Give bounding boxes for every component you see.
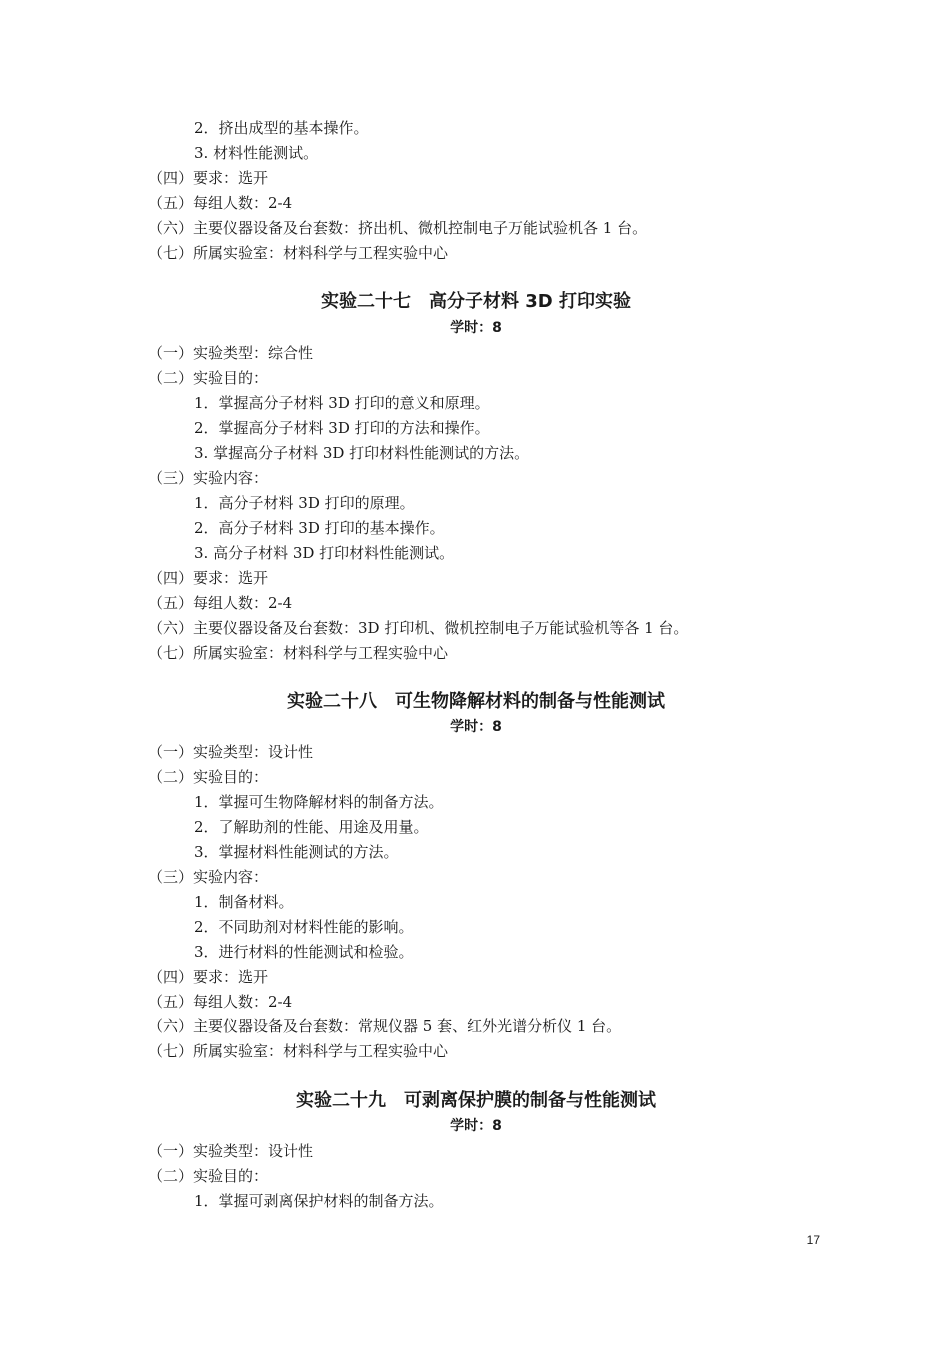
section-item-content: （三）实验内容： bbox=[148, 469, 269, 487]
section-item-lab: （七）所属实验室：材料科学与工程实验中心 bbox=[148, 644, 449, 662]
experiment-title: 实验二十九 可剥离保护膜的制备与性能测试 bbox=[296, 1090, 656, 1111]
content-item: 2．挤出成型的基本操作。 bbox=[194, 119, 369, 137]
purpose-item: 3．掌握材料性能测试的方法。 bbox=[194, 843, 399, 861]
section-item-purpose: （二）实验目的： bbox=[148, 1167, 269, 1185]
experiment-title: 实验二十八 可生物降解材料的制备与性能测试 bbox=[287, 691, 665, 712]
section-item-purpose: （二）实验目的： bbox=[148, 369, 269, 387]
content-item: 2．不同助剂对材料性能的影响。 bbox=[194, 918, 414, 936]
section-item-requirement: （四）要求：选开 bbox=[148, 968, 269, 986]
section-item-type: （一）实验类型：设计性 bbox=[148, 743, 314, 761]
page-number: 17 bbox=[806, 1233, 820, 1247]
experiment-hours: 学时：8 bbox=[450, 1118, 502, 1134]
purpose-item: 1．掌握可生物降解材料的制备方法。 bbox=[194, 793, 444, 811]
section-item-equipment: （六）主要仪器设备及台套数：挤出机、微机控制电子万能试验机各 1 台。 bbox=[148, 219, 648, 237]
purpose-item: 1．掌握高分子材料 3D 打印的意义和原理。 bbox=[194, 394, 490, 412]
content-item: 2．高分子材料 3D 打印的基本操作。 bbox=[194, 519, 445, 537]
content-item: 3．进行材料的性能测试和检验。 bbox=[194, 943, 414, 961]
section-item-equipment: （六）主要仪器设备及台套数：常规仪器 5 套、红外光谱分析仪 1 台。 bbox=[148, 1017, 622, 1035]
section-item-content: （三）实验内容： bbox=[148, 868, 269, 886]
experiment-hours: 学时：8 bbox=[450, 320, 502, 336]
content-item: 3. 高分子材料 3D 打印材料性能测试。 bbox=[194, 544, 455, 562]
purpose-item: 3. 掌握高分子材料 3D 打印材料性能测试的方法。 bbox=[194, 444, 530, 462]
section-item-requirement: （四）要求：选开 bbox=[148, 169, 269, 187]
section-item-lab: （七）所属实验室：材料科学与工程实验中心 bbox=[148, 1042, 449, 1060]
section-item-purpose: （二）实验目的： bbox=[148, 768, 269, 786]
purpose-item: 1．掌握可剥离保护材料的制备方法。 bbox=[194, 1192, 444, 1210]
content-item: 1．高分子材料 3D 打印的原理。 bbox=[194, 494, 415, 512]
experiment-title: 实验二十七 高分子材料 3D 打印实验 bbox=[321, 291, 631, 312]
section-item-equipment: （六）主要仪器设备及台套数：3D 打印机、微机控制电子万能试验机等各 1 台。 bbox=[148, 619, 689, 637]
section-item-group-size: （五）每组人数：2-4 bbox=[148, 194, 293, 212]
section-item-lab: （七）所属实验室：材料科学与工程实验中心 bbox=[148, 244, 449, 262]
section-item-type: （一）实验类型：设计性 bbox=[148, 1142, 314, 1160]
section-item-group-size: （五）每组人数：2-4 bbox=[148, 594, 293, 612]
section-item-group-size: （五）每组人数：2-4 bbox=[148, 993, 293, 1011]
experiment-hours: 学时：8 bbox=[450, 719, 502, 735]
purpose-item: 2．了解助剂的性能、用途及用量。 bbox=[194, 818, 429, 836]
section-item-type: （一）实验类型：综合性 bbox=[148, 344, 314, 362]
content-item: 1．制备材料。 bbox=[194, 893, 294, 911]
content-item: 3. 材料性能测试。 bbox=[194, 144, 319, 162]
section-item-requirement: （四）要求：选开 bbox=[148, 569, 269, 587]
purpose-item: 2．掌握高分子材料 3D 打印的方法和操作。 bbox=[194, 419, 490, 437]
